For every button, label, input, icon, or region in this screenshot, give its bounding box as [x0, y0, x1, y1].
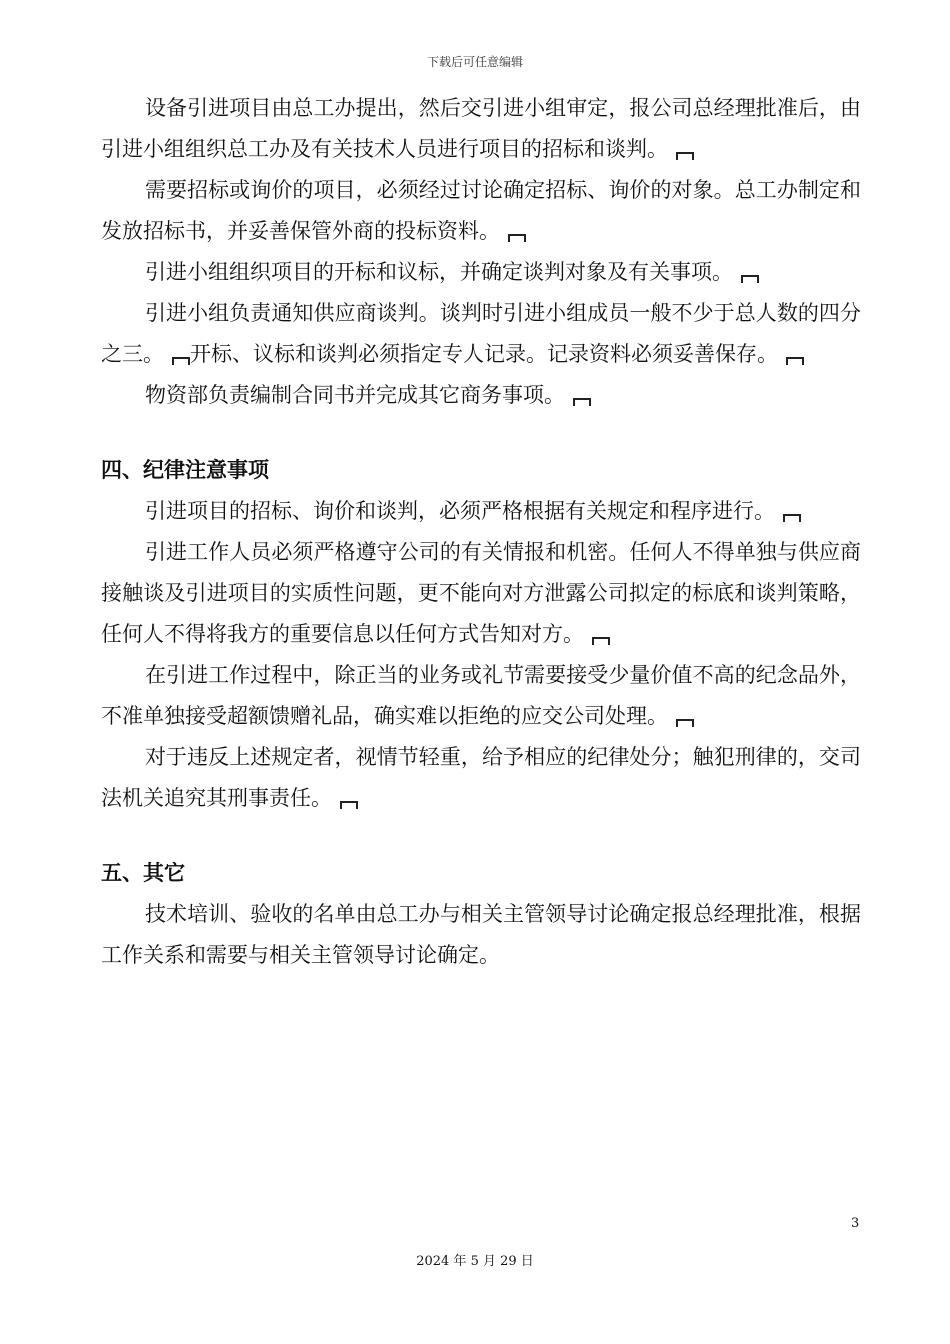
- paragraph-mark-icon: [676, 719, 694, 727]
- paragraph-text: 设备引进项目由总工办提出，然后交引进小组审定，报公司总经理批准后，由引进小组组织总工办及有关技术人员进行项目的招标和谈判。: [101, 96, 861, 161]
- paragraph: [101, 737, 861, 819]
- paragraph-text: 需要招标或询价的项目，必须经过讨论确定招标、询价的对象。总工办制定和发放招标书，并妥善保管外商的投标资料。: [101, 178, 861, 243]
- paragraph: [101, 88, 861, 170]
- paragraph-text: 对于违反上述规定者，视情节轻重，给予相应的纪律处分；触犯刑律的，交司法机关追究其刑事责任。: [101, 745, 861, 810]
- paragraph-mark-icon: [783, 514, 801, 522]
- paragraph: [101, 655, 861, 737]
- paragraph: [101, 170, 861, 252]
- paragraph: [101, 532, 861, 655]
- paragraph: [101, 491, 861, 532]
- paragraph-text: 在引进工作过程中，除正当的业务或礼节需要接受少量价值不高的纪念品外，不准单独接受超额馈赠礼品，确实难以拒绝的应交公司处理。: [101, 663, 861, 728]
- paragraph-mark-icon: [172, 357, 190, 365]
- page-header: 下载后可任意编辑: [426, 55, 523, 69]
- paragraph-mark-icon: [592, 637, 610, 645]
- paragraph-mark-icon: [741, 275, 759, 283]
- section-heading: 五、其它: [101, 861, 185, 885]
- paragraph-text: 引进工作人员必须严格遵守公司的有关情报和机密。任何人不得单独与供应商接触谈及引进项目的实质性问题，更不能向对方泄露公司拟定的标底和谈判策略，任何人不得将我方的重要信息以任何方式告知对方。: [101, 540, 861, 646]
- paragraph-text: 技术培训、验收的名单由总工办与相关主管领导讨论确定报总经理批准，根据工作关系和需要与相关主管领导讨论确定。: [101, 902, 861, 967]
- paragraph-text: 引进项目的招标、询价和谈判，必须严格根据有关规定和程序进行。: [145, 499, 775, 523]
- paragraph-mark-icon: [676, 152, 694, 160]
- page-number: 3: [851, 1216, 860, 1231]
- paragraph: [101, 252, 861, 293]
- footer-date: 2024 年 5 月 29 日: [416, 1254, 534, 1269]
- document-body: [101, 88, 861, 976]
- paragraph-mark-icon: [340, 801, 358, 809]
- paragraph-text: 开标、议标和谈判必须指定专人记录。记录资料必须妥善保存。: [190, 342, 778, 366]
- paragraph: [101, 293, 861, 375]
- paragraph-mark-icon: [508, 234, 526, 242]
- paragraph-mark-icon: [786, 357, 804, 365]
- section-heading: 四、纪律注意事项: [101, 458, 269, 482]
- paragraph: [101, 894, 861, 976]
- paragraph-mark-icon: [573, 398, 591, 406]
- paragraph-text: 引进小组组织项目的开标和议标，并确定谈判对象及有关事项。: [145, 260, 733, 284]
- paragraph-text: 引进小组负责通知供应商谈判。谈判时引进小组成员一般不少于总人数的四分之三。: [101, 301, 861, 366]
- paragraph: [101, 375, 861, 416]
- paragraph-text: 物资部负责编制合同书并完成其它商务事项。: [145, 383, 565, 407]
